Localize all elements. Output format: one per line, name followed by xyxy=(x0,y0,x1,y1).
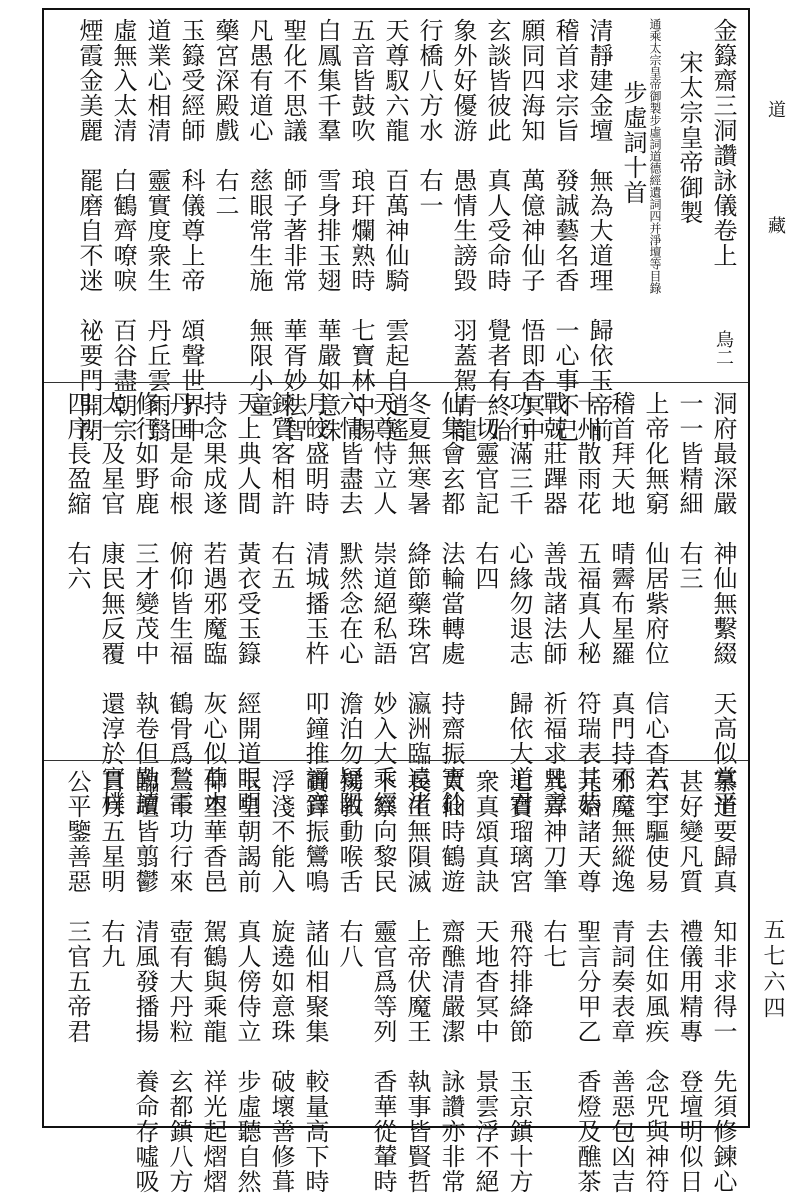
text-column: 甚好變凡質 禮儀用精專 登壇明似日 xyxy=(675,769,703,1194)
text-column: 邪魔無縱逸 青詞奏表章 善惡包凶吉 xyxy=(607,769,635,1194)
text-column: 太一及星官 康民無反覆 還淳於實樸 xyxy=(97,391,125,816)
text-column: 願同四海知 萬億神仙子 悟即杳冥中 xyxy=(517,18,545,443)
text-column: 公平鑒善惡 三官五帝君 xyxy=(63,769,91,1044)
text-column: 元始諸天尊 聖言分甲乙 香燈及醮茶 xyxy=(573,769,601,1194)
text-column: 功行滿三千 心緣勿退志 歸依大道君 xyxy=(505,391,533,816)
margin-header: 道 藏 xyxy=(765,100,786,274)
text-column: 行橋八方水 右一 xyxy=(415,18,443,218)
text-column: 玉籙受經師 科儀尊上帝 頌聲世界中 xyxy=(177,18,205,443)
panel-2 xyxy=(44,382,748,816)
text-column: 六丁驅使易 去住如風疾 念咒與神符 xyxy=(641,769,669,1194)
text-column: 步虛詞十首 xyxy=(619,80,647,205)
page-number: 五七六四 xyxy=(760,918,785,1022)
text-column: 清靜建金壇 無為大道理 歸依玉帝前 xyxy=(585,18,613,443)
text-column: 仰望華香邑 駕鶴與乘龍 祥光起熠熠 xyxy=(199,769,227,1194)
page-frame xyxy=(42,8,750,1194)
text-column: 寶鐸振鸞鳴 諸仙相聚集 較量高下時 xyxy=(301,769,329,1194)
text-column: 鍊質客相許 右五 xyxy=(267,391,295,591)
signature-mark: 鳥二 xyxy=(713,330,734,366)
text-column: 宋太宗皇帝御製 xyxy=(675,50,703,225)
text-column: 下察向黎民 靈官爲等列 香華從輦時 xyxy=(369,769,397,1194)
text-column: 一一皆精細 右三 xyxy=(675,391,703,591)
text-column: 月皎盛明時 清城播玉杵 叩鐘推誦音 xyxy=(301,391,329,816)
text-column: 稽首求宗旨 發誠藝名香 一心事不已 xyxy=(551,18,579,443)
text-column: 象外好優游 愚情生謗毀 羽蓋駕青龍 xyxy=(449,18,477,443)
text-column: 煙霞金美麗 罷磨自不迷 祕要門開閉 xyxy=(75,18,103,443)
text-column: 丹田是命根 俯仰皆生福 鶴骨爲鶖霞 xyxy=(165,391,193,816)
text-column: 十州散雨花 五福真人秘 符瑞表其恭 xyxy=(573,391,601,816)
text-column: 凡愚有道心 慈眼常生施 無限小童 xyxy=(245,18,273,418)
text-column: 聖化不思議 師子著非常 華胥妙法智 xyxy=(279,18,307,443)
text-column: 天上典人間 黃衣受玉籙 經開道眼明 xyxy=(233,391,261,816)
text-column: 三千功行來 壺有大丹粒 玄都鎮八方 xyxy=(165,769,193,1194)
text-column: 通乘太宗皇帝御製步虛詞道德經遺詞四并淨壇等目錄 xyxy=(648,18,662,294)
text-column: 道業心相清 靈實度衆生 丹丘雲雨翳 xyxy=(143,18,171,443)
text-column: 衆真頌真訣 天地杳冥中 景雲浮不絕 xyxy=(471,769,499,1194)
text-column: 天尊恃立人 崇道絕私語 妙入大乘經 xyxy=(369,391,397,816)
text-column: 白鳳集千羣 雪身排玉翅 華嚴如意珠 xyxy=(313,18,341,443)
text-column: 一切靈官記 右四 xyxy=(471,391,499,591)
text-column: 六情皆盡去 默然念在心 澹泊勿疑阻 xyxy=(335,391,363,816)
text-column: 玉皇朝謁前 真人傍侍立 步虛聽自然 xyxy=(233,769,261,1194)
text-column: 五音皆鼓吹 琅玕爛熟時 七寶林中賜 xyxy=(347,18,375,443)
text-column: 玄談皆彼此 真人受命時 覺者有終始 xyxy=(483,18,511,443)
text-column: 持念果成遂 若遇邪魔臨 灰心似草木 xyxy=(199,391,227,816)
text-column: 稽首拜天地 晴霽布星羅 真門持不二 xyxy=(607,391,635,816)
text-column: 冬夏無寒暑 絳節藥珠宮 瀛洲臨遠渚 xyxy=(403,391,431,816)
text-column: 巽弄神刀筆 右七 xyxy=(539,769,567,969)
text-column: 修行如野鹿 三才變茂中 執卷但勤讀 xyxy=(131,391,159,816)
panel-3 xyxy=(44,760,748,1194)
text-column: 四序長盈縮 右六 xyxy=(63,391,91,591)
text-column: 上帝化無窮 仙居紫府位 信心杳若空 xyxy=(641,391,669,816)
text-column: 天尊馭六龍 百萬神仙騎 雲起自逍遙 xyxy=(381,18,409,443)
text-column: 揚教動喉舌 右八 xyxy=(335,769,363,969)
text-column: 太仙時鶴遊 齋醮清嚴潔 詠讚亦非常 xyxy=(437,769,465,1194)
text-column: 仙集會玄都 法輪當轉處 持齋振寶鈴 xyxy=(437,391,465,816)
text-column: 戰兢莊蹕器 善哉諸法師 祈福求凡意 xyxy=(539,391,567,816)
text-column: 洞府最深嚴 神仙無繫綴 天高似掌平 xyxy=(709,391,737,816)
text-column: 慕道要歸真 知非求得一 先須修鍊心 xyxy=(709,769,737,1194)
text-column: 虛無入太清 白鶴齊嘹唳 百谷盡朝宗 xyxy=(109,18,137,443)
panel-1 xyxy=(44,10,748,443)
text-column: 長生無隕滅 上帝伏魔王 執事皆賢哲 xyxy=(403,769,431,1194)
text-column: 浮淺不能入 旋遶如意珠 破壞善修葺 xyxy=(267,769,295,1194)
text-column: 七寶瑠璃宮 飛符排絳節 玉京鎮十方 xyxy=(505,769,533,1194)
text-column: 金籙齋三洞讚詠儀卷上 xyxy=(709,18,737,268)
text-column: 藥宮深殿戲 右二 xyxy=(211,18,239,218)
text-column: 臨壇皆翦鬱 清風發播揚 養命存噓吸 xyxy=(131,769,159,1194)
text-column: 日月五星明 右九 xyxy=(97,769,125,969)
